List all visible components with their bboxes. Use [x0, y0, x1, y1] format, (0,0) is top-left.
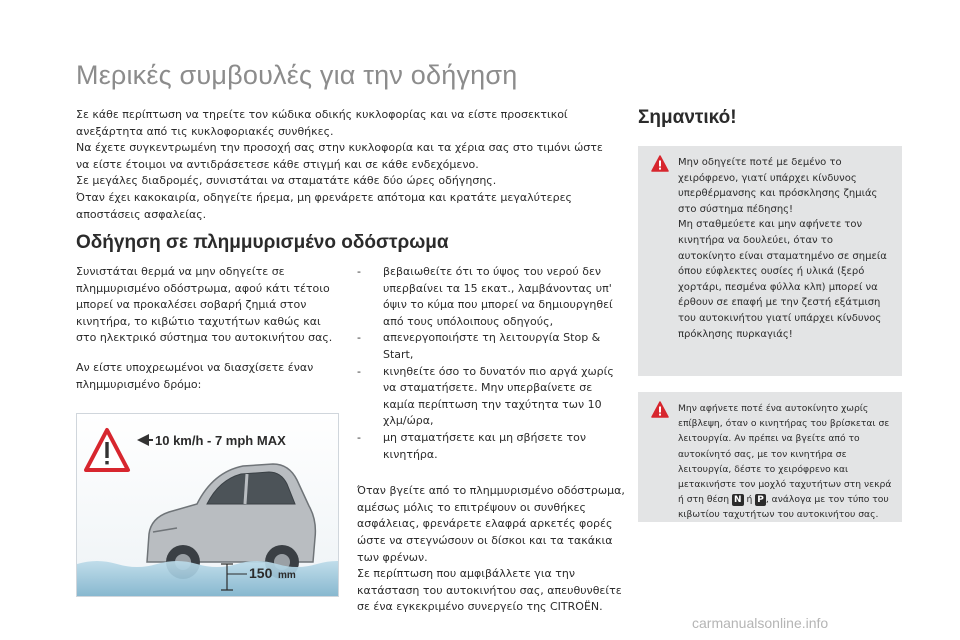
intro-paragraph: Όταν έχει κακοκαιρία, οδηγείτε ήρεμα, μη φρενάρετε απότομα και κρατάτε μεγαλύτερες αποστάσεις ασφαλείας. — [76, 190, 572, 221]
closing-text — [357, 483, 627, 616]
warning-box-handbrake — [638, 146, 902, 376]
closing-paragraph: Σε περίπτωση που αμφιβάλλετε για την κατάσταση του αυτοκινήτου σας, απευθυνθείτε σε ένα εγκεκριμένο συνεργείο της CITROËN. — [357, 567, 622, 614]
flooded-road-drawing — [77, 414, 338, 596]
watermark: carmanualsonline.info — [692, 615, 829, 631]
warning-box-engine-running — [638, 392, 902, 522]
left-column — [76, 264, 338, 406]
instruction-list — [357, 264, 627, 463]
middle-column — [357, 264, 627, 616]
warning-text: Μην οδηγείτε ποτέ με δεμένο το χειρόφρενο, γιατί υπάρχει κίνδυνος υπερθέρμανσης και πρόσκλησης ζημιάς στο σύστημα πέδησης! — [678, 157, 878, 215]
list-item: - βεβαιωθείτε ότι το ύψος του νερού δεν υπερβαίνει τα 15 εκατ., λαμβάνοντας υπ' όψιν το κύμα που μπορεί να δημιουργηθεί από τους υπόλοιπους οδηγούς, — [357, 264, 627, 330]
connector-text: ή — [746, 494, 753, 506]
depth-value-label: 150 — [249, 565, 273, 581]
list-item: - κινηθείτε όσο το δυνατόν πιο αργά χωρίς να σταματήσετε. Μην υπερβαίνετε σε καμία περίπτωση την ταχύτητα των 10 χλμ/ώρα, — [357, 364, 627, 430]
important-title: Σημαντικό! — [638, 107, 737, 128]
intro-paragraph: Να έχετε συγκεντρωμένη την προσοχή σας στην κυκλοφορία και τα χέρια σας στο τιμόνι ώστε να είστε έτοιμοι να αντιδράσετεσε κάθε στιγμή και σε κάθε ενδεχόμενο. — [76, 141, 603, 171]
intro-paragraph: Σε κάθε περίπτωση να τηρείτε τον κώδικα οδικής κυκλοφορίας και να είστε προσεκτικοί ανεξάρτητα από τις κυκλοφοριακές συνθήκες. — [76, 108, 568, 138]
list-item: - μη σταματήσετε και μη σβήσετε τον κινητήρα. — [357, 430, 627, 463]
list-item: - απενεργοποιήστε τη λειτουργία Stop & Start, — [357, 330, 627, 363]
page-title: Μερικές συμβουλές για την οδήγηση — [76, 60, 518, 90]
section-title: Οδήγηση σε πλημμυρισμένο οδόστρωμα — [76, 232, 449, 253]
warning-icon — [651, 401, 669, 419]
warning-icon — [651, 155, 669, 173]
left-paragraph: Συνιστάται θερμά να μην οδηγείτε σε πλημμυρισμένο οδόστρωμα, αφού κάτι τέτοιο μπορεί να προκαλέσει σοβαρή ζημιά στον κινητήρα, το κιβώτιο ταχυτήτων καθώς και στο ηλεκτρικό σύστημα του αυτοκινήτου σας. — [76, 265, 333, 345]
closing-paragraph: Όταν βγείτε από το πλημμυρισμένο οδόστρωμα, αμέσως μόλις το επιτρέψουν οι συνθήκες ασφάλειας, φρενάρετε ελαφρά αρκετές φορές ώστε να στεγνώσουν οι δίσκοι και τα τακάκια των φρένων. — [357, 484, 625, 564]
gear-n-badge: N — [734, 495, 742, 506]
left-paragraph: Αν είστε υποχρεωμένοι να διασχίσετε έναν πλημμυρισμένο δρόμο: — [76, 360, 314, 391]
gear-p-badge: P — [757, 495, 764, 506]
warning-text-start: Μην αφήνετε ποτέ ένα αυτοκίνητο χωρίς επίβλεψη, όταν ο κινητήρας του βρίσκεται σε λειτουργία. Αν πρέπει να βγείτε από το αυτοκίνητό σας, με τον κινητήρα σε λειτουργία, δέστε το χειρόφρενο και μετακινήστε τον μοχλό ταχυτήτων στη νεκρά ή στη θέση — [678, 403, 892, 506]
warning-text — [678, 401, 892, 523]
warning-text: Μη σταθμεύετε και μην αφήνετε τον κινητήρα να δουλεύει, όταν το αυτοκίνητο είναι σταματημένο σε σημεία όπου εύφλεκτες ουσίες ή υλικά (ξερό χορτάρι, πεσμένα φύλλα κλπ) μπορεί να έρθουν σε επαφή με την ζεστή εξάτμιση του αυτοκινήτου γιατί υπάρχει κίνδυνος πρόκλησης πυρκαγιάς! — [678, 219, 887, 340]
flooded-road-illustration — [76, 413, 339, 597]
intro-text — [76, 107, 616, 223]
intro-paragraph: Σε μεγάλες διαδρομές, συνιστάται να σταματάτε κάθε δύο ώρες οδήγησης. — [76, 174, 497, 188]
depth-unit-label: mm — [278, 570, 296, 581]
speed-limit-label: 10 km/h - 7 mph MAX — [155, 433, 286, 448]
warning-text-end: , ανάλογα με τον τύπο του κιβωτίου ταχυτήτων του αυτοκινήτου σας. — [678, 494, 889, 521]
